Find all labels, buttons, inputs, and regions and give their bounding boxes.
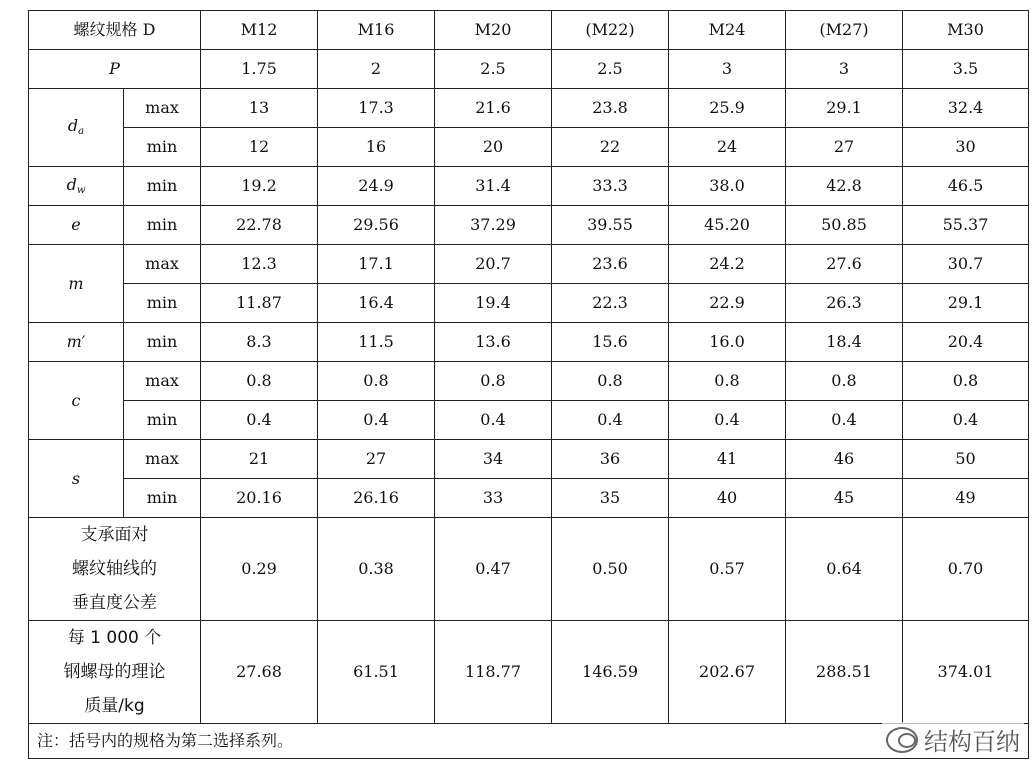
bound-cell: max xyxy=(124,362,201,401)
value-cell: 0.8 xyxy=(903,362,1029,401)
param-symbol: d xyxy=(66,174,77,194)
table-row xyxy=(29,245,1029,284)
value-cell: 20.16 xyxy=(201,479,318,518)
value-cell: 55.37 xyxy=(903,206,1029,245)
value-cell: 27 xyxy=(318,440,435,479)
value-cell: 34 xyxy=(435,440,552,479)
value-cell: 27.6 xyxy=(786,245,903,284)
param-cell xyxy=(29,89,124,167)
value-cell: 46.5 xyxy=(903,167,1029,206)
spec-cell: (M22) xyxy=(552,11,669,50)
value-cell: 38.0 xyxy=(669,167,786,206)
param-cell xyxy=(29,245,124,323)
value-cell: 0.70 xyxy=(903,518,1029,621)
param-cell xyxy=(29,50,201,89)
value-cell: 19.4 xyxy=(435,284,552,323)
param-cell xyxy=(29,206,124,245)
bound-cell: min xyxy=(124,401,201,440)
value-cell: 27.68 xyxy=(201,621,318,724)
value-cell: 0.4 xyxy=(786,401,903,440)
param-symbol: c xyxy=(71,390,81,410)
value-cell: 0.47 xyxy=(435,518,552,621)
value-cell: 1.75 xyxy=(201,50,318,89)
value-cell: 288.51 xyxy=(786,621,903,724)
value-cell: 2 xyxy=(318,50,435,89)
value-cell: 33 xyxy=(435,479,552,518)
value-cell: 0.29 xyxy=(201,518,318,621)
value-cell: 22.9 xyxy=(669,284,786,323)
value-cell: 19.2 xyxy=(201,167,318,206)
bound-cell: min xyxy=(124,323,201,362)
value-cell: 42.8 xyxy=(786,167,903,206)
value-cell: 3 xyxy=(786,50,903,89)
value-cell: 0.4 xyxy=(201,401,318,440)
param-subscript: w xyxy=(76,184,86,196)
value-cell: 29.1 xyxy=(786,89,903,128)
param-cell xyxy=(29,362,124,440)
value-cell: 46 xyxy=(786,440,903,479)
value-cell: 16.4 xyxy=(318,284,435,323)
chat-bubble-icon xyxy=(886,727,918,753)
mass-row xyxy=(29,621,1029,724)
param-cell xyxy=(29,167,124,206)
mass-label-line: 质量/kg xyxy=(84,696,145,716)
perpendicularity-label xyxy=(29,518,201,621)
value-cell: 25.9 xyxy=(669,89,786,128)
value-cell: 0.64 xyxy=(786,518,903,621)
table-row xyxy=(29,401,1029,440)
value-cell: 12 xyxy=(201,128,318,167)
bound-cell: min xyxy=(124,206,201,245)
value-cell: 24.9 xyxy=(318,167,435,206)
value-cell: 49 xyxy=(903,479,1029,518)
value-cell: 20.7 xyxy=(435,245,552,284)
table-row xyxy=(29,284,1029,323)
value-cell: 0.4 xyxy=(318,401,435,440)
value-cell: 24.2 xyxy=(669,245,786,284)
value-cell: 21 xyxy=(201,440,318,479)
value-cell: 36 xyxy=(552,440,669,479)
value-cell: 50 xyxy=(903,440,1029,479)
value-cell: 20 xyxy=(435,128,552,167)
value-cell: 0.38 xyxy=(318,518,435,621)
value-cell: 29.56 xyxy=(318,206,435,245)
spec-cell: M30 xyxy=(903,11,1029,50)
value-cell: 146.59 xyxy=(552,621,669,724)
spec-cell: M12 xyxy=(201,11,318,50)
value-cell: 20.4 xyxy=(903,323,1029,362)
value-cell: 0.8 xyxy=(435,362,552,401)
param-symbol: m′ xyxy=(66,332,86,351)
value-cell: 17.3 xyxy=(318,89,435,128)
param-cell xyxy=(29,323,124,362)
value-cell: 12.3 xyxy=(201,245,318,284)
value-cell: 50.85 xyxy=(786,206,903,245)
value-cell: 374.01 xyxy=(903,621,1029,724)
bound-cell: min xyxy=(124,479,201,518)
value-cell: 45 xyxy=(786,479,903,518)
value-cell: 13.6 xyxy=(435,323,552,362)
table-row xyxy=(29,440,1029,479)
spec-cell: (M27) xyxy=(786,11,903,50)
value-cell: 22.78 xyxy=(201,206,318,245)
spec-cell: M20 xyxy=(435,11,552,50)
value-cell: 11.87 xyxy=(201,284,318,323)
value-cell: 32.4 xyxy=(903,89,1029,128)
bound-cell: max xyxy=(124,245,201,284)
value-cell: 29.1 xyxy=(903,284,1029,323)
value-cell: 22 xyxy=(552,128,669,167)
value-cell: 0.50 xyxy=(552,518,669,621)
value-cell: 37.29 xyxy=(435,206,552,245)
perpendicularity-label-line: 支承面对 xyxy=(80,525,149,545)
table-row xyxy=(29,167,1029,206)
param-subscript: a xyxy=(78,126,85,138)
value-cell: 45.20 xyxy=(669,206,786,245)
mass-label xyxy=(29,621,201,724)
value-cell: 3.5 xyxy=(903,50,1029,89)
perpendicularity-label-line: 垂直度公差 xyxy=(72,593,157,613)
value-cell: 17.1 xyxy=(318,245,435,284)
note-row xyxy=(29,724,1029,759)
mass-label-line: 每 1 000 个 xyxy=(67,628,162,648)
value-cell: 0.8 xyxy=(552,362,669,401)
bound-cell: min xyxy=(124,284,201,323)
value-cell: 8.3 xyxy=(201,323,318,362)
value-cell: 0.8 xyxy=(201,362,318,401)
value-cell: 0.4 xyxy=(669,401,786,440)
value-cell: 16.0 xyxy=(669,323,786,362)
value-cell: 23.8 xyxy=(552,89,669,128)
value-cell: 39.55 xyxy=(552,206,669,245)
param-cell xyxy=(29,440,124,518)
value-cell: 0.8 xyxy=(318,362,435,401)
table-row xyxy=(29,479,1029,518)
bound-cell: max xyxy=(124,440,201,479)
value-cell: 118.77 xyxy=(435,621,552,724)
value-cell: 15.6 xyxy=(552,323,669,362)
header-row xyxy=(29,11,1029,50)
param-symbol: s xyxy=(71,468,81,488)
spec-table-wrapper xyxy=(28,10,1028,759)
mass-label-line: 钢螺母的理论 xyxy=(63,662,166,682)
value-cell: 33.3 xyxy=(552,167,669,206)
value-cell: 61.51 xyxy=(318,621,435,724)
param-symbol: P xyxy=(109,59,120,78)
nut-spec-table xyxy=(28,10,1029,759)
spec-cell: M24 xyxy=(669,11,786,50)
value-cell: 24 xyxy=(669,128,786,167)
bound-cell: max xyxy=(124,89,201,128)
perpendicularity-label-line: 螺纹轴线的 xyxy=(72,559,157,579)
table-row xyxy=(29,89,1029,128)
value-cell: 41 xyxy=(669,440,786,479)
value-cell: 27 xyxy=(786,128,903,167)
value-cell: 21.6 xyxy=(435,89,552,128)
watermark-text: 结构百纳 xyxy=(924,728,1020,756)
spec-cell: M16 xyxy=(318,11,435,50)
value-cell: 31.4 xyxy=(435,167,552,206)
value-cell: 40 xyxy=(669,479,786,518)
note-text: 注：括号内的规格为第二选择系列。 xyxy=(29,724,1029,759)
perpendicularity-row xyxy=(29,518,1029,621)
table-row xyxy=(29,323,1029,362)
value-cell: 0.57 xyxy=(669,518,786,621)
value-cell: 0.8 xyxy=(786,362,903,401)
param-symbol: d xyxy=(67,116,79,136)
bound-cell: min xyxy=(124,167,201,206)
bound-cell: min xyxy=(124,128,201,167)
value-cell: 2.5 xyxy=(435,50,552,89)
value-cell: 26.3 xyxy=(786,284,903,323)
value-cell: 26.16 xyxy=(318,479,435,518)
value-cell: 18.4 xyxy=(786,323,903,362)
watermark xyxy=(882,722,1024,757)
value-cell: 16 xyxy=(318,128,435,167)
value-cell: 30 xyxy=(903,128,1029,167)
table-row xyxy=(29,50,1029,89)
value-cell: 2.5 xyxy=(552,50,669,89)
value-cell: 3 xyxy=(669,50,786,89)
param-symbol: m xyxy=(68,273,84,293)
table-row xyxy=(29,206,1029,245)
value-cell: 11.5 xyxy=(318,323,435,362)
value-cell: 30.7 xyxy=(903,245,1029,284)
table-body xyxy=(29,11,1029,759)
value-cell: 0.8 xyxy=(669,362,786,401)
table-row xyxy=(29,362,1029,401)
value-cell: 22.3 xyxy=(552,284,669,323)
table-row xyxy=(29,128,1029,167)
value-cell: 35 xyxy=(552,479,669,518)
value-cell: 0.4 xyxy=(552,401,669,440)
value-cell: 0.4 xyxy=(903,401,1029,440)
value-cell: 23.6 xyxy=(552,245,669,284)
value-cell: 0.4 xyxy=(435,401,552,440)
value-cell: 13 xyxy=(201,89,318,128)
spec-header-cell: 螺纹规格 D xyxy=(29,11,201,50)
param-symbol: e xyxy=(71,215,81,234)
value-cell: 202.67 xyxy=(669,621,786,724)
